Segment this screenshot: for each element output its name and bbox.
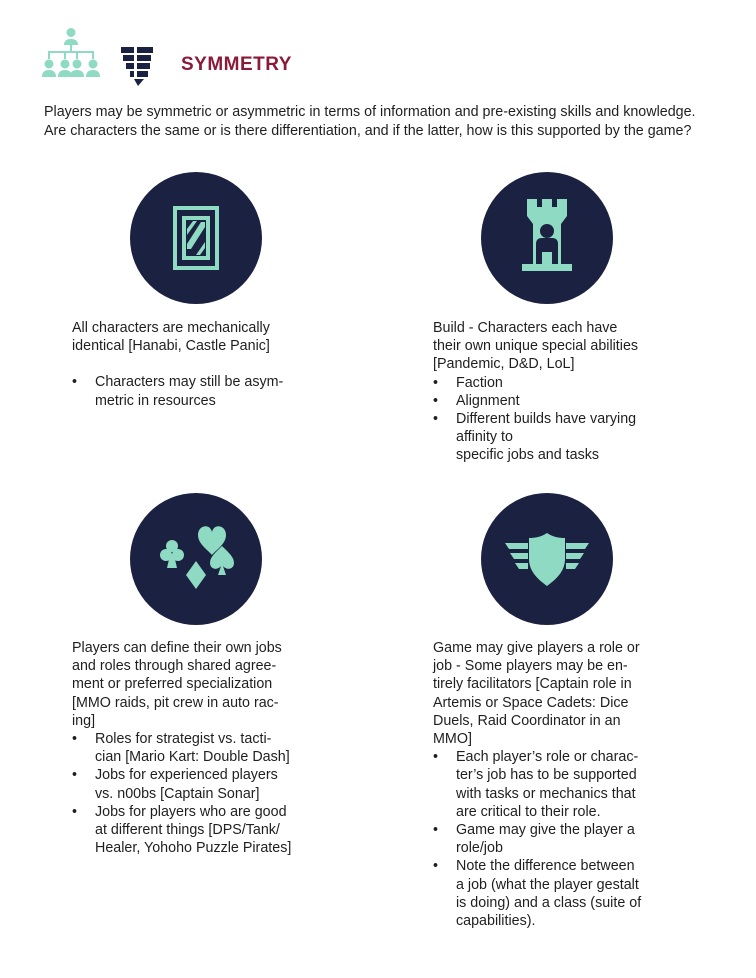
block-line: and roles through shared agree- — [72, 658, 277, 675]
block-line: Duels, Raid Coordinator in an — [433, 712, 621, 729]
block-line: identical [Hanabi, Castle Panic] — [72, 338, 270, 355]
winged-shield-medallion — [481, 493, 613, 625]
block-line: MMO] — [433, 731, 472, 748]
bullet-list — [72, 730, 372, 857]
page-title: SYMMETRY — [181, 54, 292, 75]
castle-tower-medallion — [481, 172, 613, 304]
bullet-item: • Note the difference between a job (what the player gestalt is doing) and a class (suite of capabilities). — [433, 857, 733, 930]
block-line: their own unique special abilities — [433, 338, 639, 355]
block-line: ing] — [72, 712, 96, 729]
bullet-item: • Different builds have varying affinity to specific jobs and tasks — [433, 410, 733, 465]
bullet-item: • Faction — [433, 374, 733, 392]
team-hierarchy-icon — [42, 28, 100, 77]
bullet-item: • Roles for strategist vs. tacti- cian [Mario Kart: Double Dash] — [72, 730, 372, 766]
block-line: Build - Characters each have — [433, 320, 618, 336]
block-line: ment or preferred specialization — [72, 676, 273, 693]
build-abilities-block — [433, 319, 733, 465]
bullet-item: • Characters may still be asym- metric in resources — [72, 373, 372, 409]
self-defined-roles-block — [72, 639, 372, 857]
header-icons — [42, 28, 162, 86]
bullet-item: • Each player’s role or charac- ter’s job has to be supported with tasks or mechanics that are critical to their role. — [433, 748, 733, 821]
block-line: All characters are mechanically — [72, 320, 270, 336]
bullet-item: • Jobs for players who are good at different things [DPS/Tank/ Healer, Yohoho Puzzle Pirates] — [72, 803, 372, 858]
block-line: job - Some players may be en- — [433, 658, 628, 675]
bullet-item: • Alignment — [433, 392, 733, 410]
bullet-item: • Jobs for experienced players vs. n00bs [Captain Sonar] — [72, 766, 372, 802]
intro-paragraph: Players may be symmetric or asymmetric in terms of information and pre-existing skills and knowledge. Are characters the same or is there differentiation, and if the latter, how is this supported by the game? — [44, 104, 696, 139]
block-line: Game may give players a role or — [433, 640, 640, 656]
bullet-list — [433, 374, 733, 465]
bullet-item: • Game may give the player a role/job — [433, 821, 733, 857]
block-line: [Pandemic, D&D, LoL] — [433, 356, 575, 373]
bullet-list — [433, 748, 733, 930]
bullet-list — [72, 373, 372, 409]
mechanically-identical-block — [72, 319, 372, 410]
game-assigned-roles-block — [433, 639, 733, 930]
block-line: Artemis or Space Cadets: Dice — [433, 694, 629, 711]
card-suits-medallion — [130, 493, 262, 625]
block-line: [MMO raids, pit crew in auto rac- — [72, 694, 279, 711]
block-line: tirely facilitators [Captain role in — [433, 676, 632, 693]
tornado-icon — [121, 47, 153, 86]
block-line: Players can define their own jobs — [72, 640, 282, 656]
mirror-medallion — [130, 172, 262, 304]
